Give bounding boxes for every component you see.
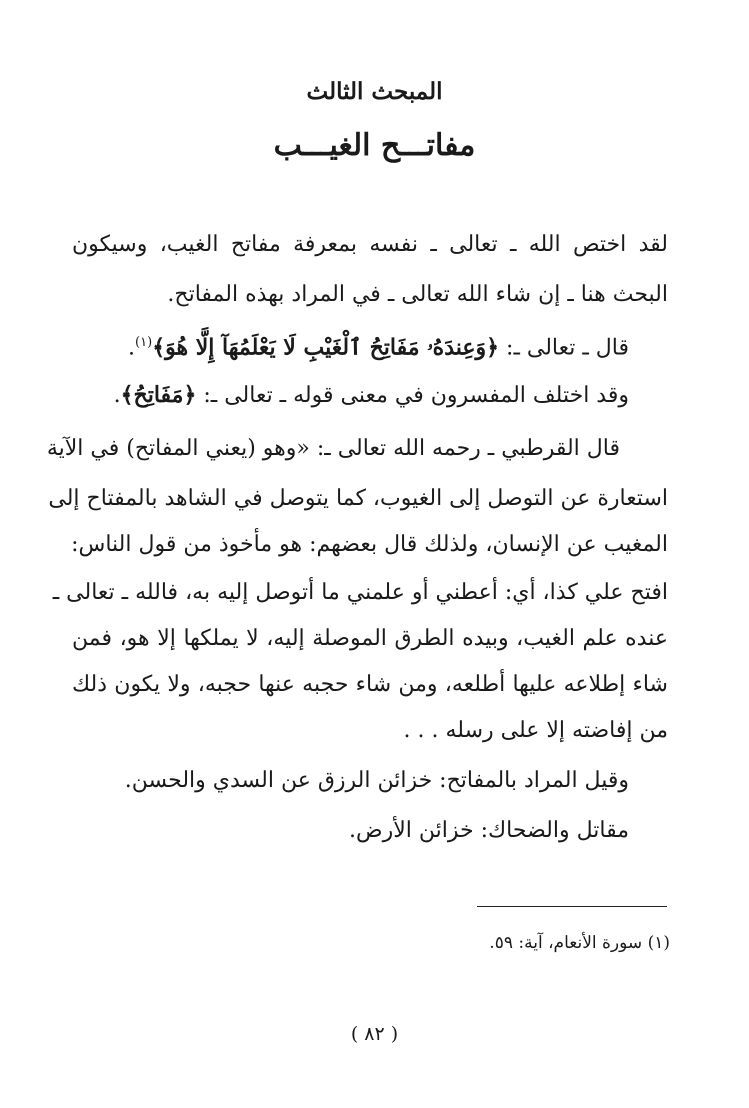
paragraph-3-line [114,380,629,411]
paragraph-4-line-1: قال القرطبي ـ رحمه الله تعالى ـ: «وهو (يعني المفاتح) في الآية [46,436,620,461]
verse-intro: قال ـ تعالى ـ: [506,335,629,361]
footnote-text: سورة الأنعام، آية: ٥٩. [489,933,643,953]
footnote [489,930,670,956]
quran-word: ﴿مَفَاتِحُ﴾ [120,382,197,408]
paragraph-1-line-2: البحث هنا ـ إن شاء الله تعالى ـ في المراد بهذه المفاتح. [167,282,668,307]
paragraph-4-line-2: استعارة عن التوصل إلى الغيوب، كما يتوصل في الشاهد بالمفتاح إلى [48,486,668,511]
paragraph-1-line-1: لقد اختص الله ـ تعالى ـ نفسه بمعرفة مفاتح الغيب، وسيكون [72,232,668,257]
chapter-heading: المبحث الثالث [306,78,443,105]
paragraph-3-end: . [113,383,121,408]
paragraph-4-line-5: عنده علم الغيب، وبيده الطرق الموصلة إليه، لا يملكها إلا هو، فمن [72,626,668,651]
paragraph-4-line-6: شاء إطلاعه عليها أطلعه، ومن شاء حجبه عنها حجبه، ولا يكون ذلك [72,672,668,697]
quran-verse-line [128,328,629,363]
footnote-divider [477,906,667,907]
page-number: ( ٨٢ ) [350,1023,399,1045]
paragraph-5-line: وقيل المراد بالمفاتح: خزائن الرزق عن السدي والحسن. [124,768,629,793]
paragraph-4-line-3: المغيب عن الإنسان، ولذلك قال بعضهم: هو مأخوذ من قول الناس: [71,532,668,557]
quran-verse: ﴿وَعِندَهُۥ مَفَاتِحُ ٱلْغَيْبِ لَا يَعْلَمُهَآ إِلَّا هُوَ﴾ [152,334,500,361]
paragraph-6-line: مقاتل والضحاك: خزائن الأرض. [349,818,629,843]
paragraph-4-line-4: افتح علي كذا، أي: أعطني أو علمني ما أتوصل إليه به، فالله ـ تعالى ـ [52,580,668,605]
verse-end-mark: . [128,335,136,361]
section-title: مفاتـــح الغيـــب [273,128,476,163]
paragraph-4-line-7: من إفاضته إلا على رسله . . . [403,718,668,743]
footnote-number: (١) [647,933,670,953]
paragraph-3-text: وقد اختلف المفسرون في معنى قوله ـ تعالى ـ: [203,383,629,408]
footnote-reference-mark[interactable]: (١) [135,335,153,350]
